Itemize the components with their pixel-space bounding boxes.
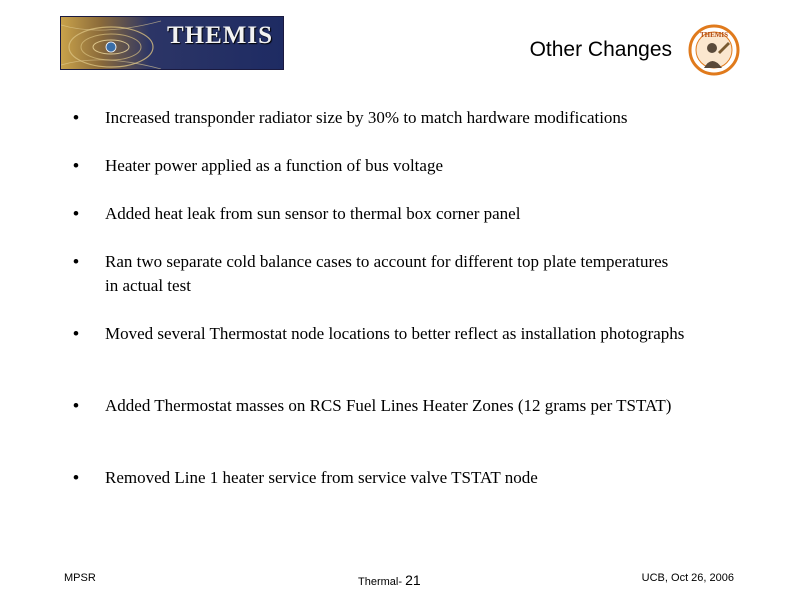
bullet-text: Moved several Thermostat node locations to better reflect as installation photographs [105, 324, 685, 343]
bullet-marker: • [73, 108, 79, 127]
bullet-text: Increased transponder radiator size by 30% to match hardware modifications [105, 108, 628, 127]
bullet-marker: • [73, 324, 79, 343]
bullet-marker: • [73, 468, 79, 487]
bullet-text: Ran two separate cold balance cases to account for different top plate temperatures in actual test [105, 252, 669, 295]
bullet-item [73, 106, 745, 130]
footer-page-number: 21 [405, 572, 421, 588]
bullet-marker: • [73, 252, 79, 271]
badge-text: THEMIS [699, 31, 729, 39]
bullet-item [73, 250, 685, 298]
logo-text: THEMIS [167, 22, 274, 49]
footer-date: UCB, Oct 26, 2006 [641, 572, 734, 584]
bullet-item [73, 466, 745, 490]
bullet-item [73, 394, 715, 418]
bullet-marker: • [73, 396, 79, 415]
bullet-text: Removed Line 1 heater service from service valve TSTAT node [105, 468, 538, 487]
bullet-text: Added heat leak from sun sensor to thermal box corner panel [105, 204, 521, 223]
footer-page [358, 572, 421, 588]
footer-org: MPSR [64, 572, 96, 584]
bullet-item [73, 154, 745, 178]
bullet-marker: • [73, 156, 79, 175]
bullet-marker: • [73, 204, 79, 223]
bullet-text: Added Thermostat masses on RCS Fuel Lines Heater Zones (12 grams per TSTAT) [105, 396, 672, 415]
themis-logo [60, 16, 284, 70]
slide-title: Other Changes [529, 38, 672, 61]
mission-badge-icon [688, 24, 740, 76]
footer-page-label: Thermal- [358, 576, 406, 588]
bullet-text: Heater power applied as a function of bus voltage [105, 156, 443, 175]
bullet-item [73, 202, 745, 226]
bullet-item [73, 322, 705, 346]
